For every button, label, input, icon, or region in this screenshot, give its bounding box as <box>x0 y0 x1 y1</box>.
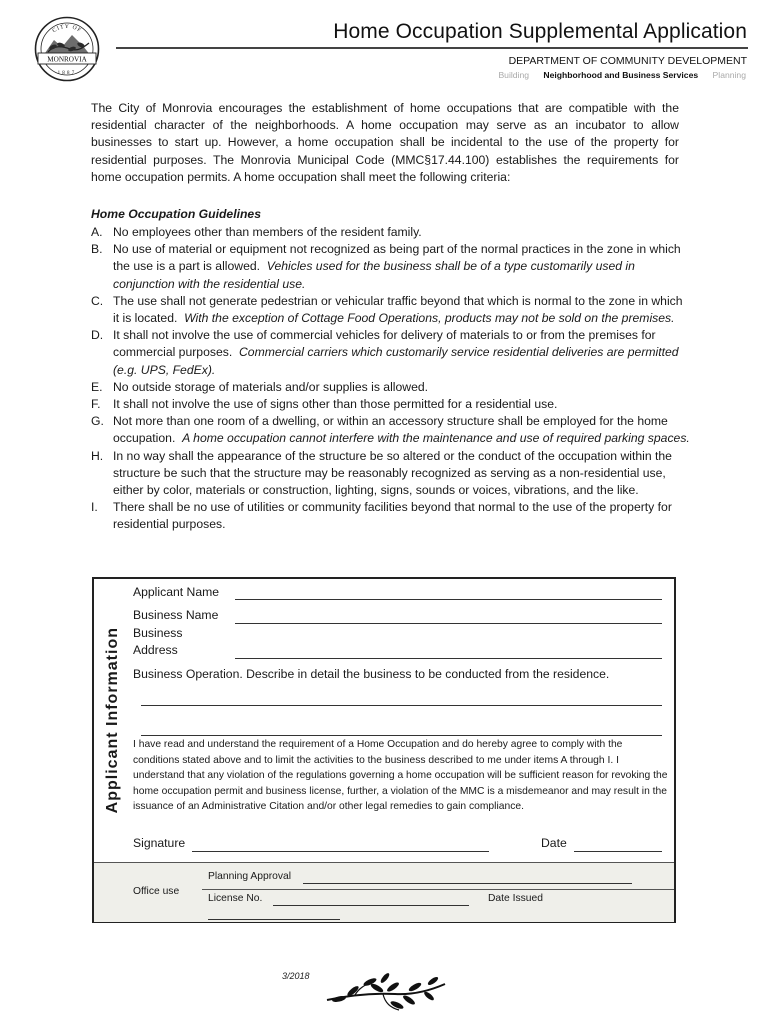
document-title: Home Occupation Supplemental Application <box>333 20 747 43</box>
leaf-branch-icon <box>325 970 447 1014</box>
seal-year: 1887 <box>57 71 77 76</box>
guideline-item: H. In no way shall the appearance of the structure be so altered or the conduct of the occupation within the structure be such that the structure may be reasonably recognized as serving as a non-residential use, either by color, materials or construction, lighting, signs, sounds or voices, vibrations, and the like. <box>91 448 672 498</box>
planning-approval-field[interactable] <box>303 883 632 884</box>
date-field[interactable] <box>574 851 662 852</box>
city-seal-icon <box>34 16 100 82</box>
guideline-note: Commercial carriers which customarily service residential deliveries are permitted (e.g. UPS, FedEx). <box>113 345 679 377</box>
guideline-item: C. The use shall not generate pedestrian or vehicular traffic beyond that which is normal to the zone in which it is located. With the exception of Cottage Food Operations, products may not be sold on the premises. <box>91 293 683 326</box>
business-operation-line-2[interactable] <box>141 735 662 736</box>
division-neighborhood: Neighborhood and Business Services <box>543 70 699 80</box>
guideline-note: A home occupation cannot interfere with the maintenance and use of required parking spaces. <box>182 431 690 446</box>
date-issued-field[interactable] <box>208 919 340 920</box>
seal-city-name: MONROVIA <box>47 55 87 64</box>
title-rule <box>116 47 748 49</box>
acknowledgement-text: I have read and understand the requirement of a Home Occupation and do hereby agree to comply with the conditions stated above and to limit the activities to the business described to me under items A through I. I understand that any violation of the regulations governing a home occupation will be sufficient reason for revoking the home occupation permit and business license, further, a violation of the MMC is a misdemeanor and may result in the issuance of an Administrative Citation and/or other legal remedies to gain compliance. <box>133 739 668 812</box>
guideline-item: F. It shall not involve the use of signs other than those permitted for a residential use. <box>91 397 558 412</box>
planning-approval-label: Planning Approval <box>208 871 292 882</box>
business-name-field[interactable] <box>235 623 662 624</box>
date-issued-label: Date Issued <box>488 893 543 904</box>
applicant-name-field[interactable] <box>235 599 662 600</box>
business-operation-line-1[interactable] <box>141 705 662 706</box>
guideline-note: Vehicles used for the business shall be of a type customarily used in conjunction with the residential use. <box>113 259 635 291</box>
license-number-label: License No. <box>208 893 263 904</box>
date-label: Date <box>541 836 567 850</box>
business-operation-label: Business Operation. Describe in detail the business to be conducted from the residence. <box>133 667 610 681</box>
guidelines-list <box>91 224 691 534</box>
division-planning: Planning <box>712 70 746 80</box>
division-list <box>486 70 746 80</box>
office-use-label: Office use <box>133 886 180 897</box>
guideline-item: D. It shall not involve the use of commercial vehicles for delivery of materials to or from the premises for commercial purposes. Commercial carriers which customarily service residential deliveries are permitted (e.g. UPS, FedEx). <box>91 328 679 377</box>
applicant-section-label: Applicant Information <box>104 626 121 814</box>
office-use-area <box>94 862 674 922</box>
seal-top-text: CITY OF <box>51 23 83 35</box>
business-address-label: Business <box>133 626 183 640</box>
guideline-item: A. No employees other than members of the resident family. <box>91 225 422 239</box>
guideline-item: G. Not more than one room of a dwelling, or within an accessory structure shall be employed for the home occupation. A home occupation cannot interfere with the maintenance and use of required parking spaces. <box>91 414 690 446</box>
revision-date: 3/2018 <box>282 971 310 981</box>
guideline-item: I. There shall be no use of utilities or community facilities beyond that normal to the use of the property for residential purposes. <box>91 500 672 532</box>
applicant-name-label: Applicant Name <box>133 585 220 599</box>
department-name: DEPARTMENT OF COMMUNITY DEVELOPMENT <box>508 55 747 67</box>
intro-paragraph: The City of Monrovia encourages the establishment of home occupations that are compatible with the residential character of the neighborhoods. A home occupation may serve as an incubator to allow businesses to start up. However, a home occupation shall be incidental to the use of the property for residential purposes. The Monrovia Municipal Code (MMC§17.44.100) establishes the requirements for home occupation permits. A home occupation shall meet the following criteria: <box>91 101 679 184</box>
signature-label: Signature <box>133 836 186 850</box>
office-use-divider <box>202 889 674 890</box>
guideline-note: With the exception of Cottage Food Operations, products may not be sold on the premises. <box>184 311 675 326</box>
division-building: Building <box>498 70 530 80</box>
business-name-label: Business Name <box>133 608 219 622</box>
guidelines-heading: Home Occupation Guidelines <box>91 207 261 221</box>
signature-field[interactable] <box>192 851 489 852</box>
license-number-field[interactable] <box>273 905 469 906</box>
business-address-label-2: Address <box>133 643 178 657</box>
guideline-item: B. No use of material or equipment not recognized as being part of the normal practices in the zone in which the use is a part is allowed. Vehicles used for the business shall be of a type customarily used in conjunction with the residential use. <box>91 242 681 291</box>
business-address-field[interactable] <box>235 658 662 659</box>
guideline-item: E. No outside storage of materials and/or supplies is allowed. <box>91 379 429 394</box>
